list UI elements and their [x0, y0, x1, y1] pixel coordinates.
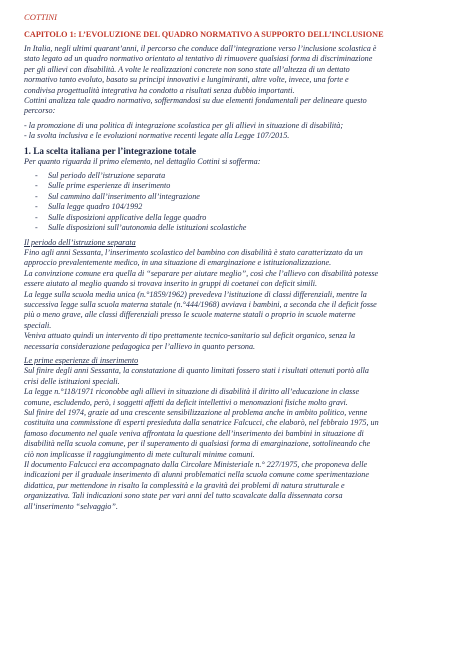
- intro-line: stato legato ad un quadro normativo orientato al tentativo di rimuovere qualsiasi forma di discriminazione: [24, 54, 373, 64]
- intro-line: per gli allievi con disabilità. A volte le realizzazioni concrete non sono state all’altezza di un dettato: [24, 64, 350, 74]
- section-lead: Per quanto riguarda il primo elemento, nel dettaglio Cottini si sofferma:: [24, 156, 261, 166]
- body-line: famoso documento nel quale veniva affrontata la questione dell’inserimento dei bambini in situazione di: [24, 428, 364, 438]
- list-item: - Sulla legge quadro 104/1992: [24, 202, 452, 212]
- intro-line: Cottini analizza tale quadro normativo, soffermandosi su due elementi fondamentali per delineare questo: [24, 96, 367, 106]
- document-page: [24, 12, 452, 512]
- list-item: - Sulle prime esperienze di inserimento: [24, 181, 452, 191]
- body-line: approccio prevalentemente medico, in una situazione di emarginazione e istituzionalizzazione.: [24, 258, 332, 268]
- intro-line: In Italia, negli ultimi quarant’anni, il percorso che conduce dall’integrazione verso l’inclusione scolastica è: [24, 44, 377, 53]
- body-line: comune, escludendo, però, i soggetti affetti da deficit intellettivi o menomazioni fisiche molto gravi.: [24, 397, 348, 407]
- body-line: didattica, pur mettendone in risalto la complessità e la gravità dei problemi di natura strutturale e: [24, 480, 345, 490]
- subsection-title: Il periodo dell’istruzione separata: [24, 237, 136, 247]
- body-line: Sul finire degli anni Sessanta, la constatazione di quanto limitati fossero stati i risultati ottenuti portò alla: [24, 366, 369, 376]
- body-line: indicazioni per il graduale inserimento di alunni problematici nella scuola comune come sperimentazione: [24, 470, 369, 480]
- body-line: essere aiutato al meglio quando si trovava inserito in gruppi di coetanei con deficit simili.: [24, 279, 317, 289]
- intro-line: normativo tanto evoluto, basato su principi innovativi e lungimiranti, altre volte, invece, una forte e: [24, 75, 349, 85]
- author-label: COTTINI: [24, 12, 57, 22]
- subsection-body: [24, 248, 452, 352]
- points-list: [24, 121, 452, 142]
- body-line: all’inserimento “selvaggio”.: [24, 501, 118, 511]
- body-line: Sul finire del 1974, grazie ad una crescente sensibilizzazione al problema anche in ambito politico, venne: [24, 408, 368, 417]
- list-item: - Sulle disposizioni applicative della legge quadro: [24, 213, 452, 223]
- list-item: - Sul cammino dall’inserimento all’integrazione: [24, 192, 452, 202]
- body-line: disabilità nella scuola comune, per il superamento di qualsiasi forma di emarginazione, sottolineando che: [24, 439, 371, 449]
- body-line: speciali.: [24, 320, 52, 330]
- section-heading: 1. La scelta italiana per l’integrazione totale: [24, 145, 197, 156]
- body-line: Il documento Falcucci era accompagnato dalla Circolare Ministeriale n.° 227/1975, che proponeva delle: [24, 460, 368, 470]
- subsection-body: [24, 366, 452, 512]
- body-line: Veniva attuato quindi un intervento di tipo prettamente tecnico-sanitario sul deficit organico, senza la: [24, 331, 356, 341]
- body-line: ciò non implicasse il raggiungimento di mete culturali minime comuni.: [24, 449, 255, 459]
- body-line: costituita una commissione di esperti presieduta dalla senatrice Falcucci, che elaborò, nel febbraio 1975, un: [24, 418, 379, 428]
- body-line: organizzativa. Tali indicazioni sono state per vari anni del tutto scavalcate dalla dissennata corsa: [24, 491, 343, 501]
- body-line: La convinzione comune era quella di “separare per aiutare meglio”, così che l’allievo con disabilità potesse: [24, 268, 379, 278]
- body-line: successiva legge sulla scuola materna statale (n.°444/1968) avviava i bambini, a seconda che il deficit fosse: [24, 299, 377, 309]
- body-line: La legge n.°118/1971 riconobbe agli allievi in situazione di disabilità il diritto all’educazione in classe: [24, 387, 360, 397]
- body-line: crisi delle istituzioni speciali.: [24, 376, 120, 386]
- list-item: - Sul periodo dell’istruzione separata: [24, 171, 452, 181]
- body-line: necessaria considerazione pedagogica per l’allievo in quanto persona.: [24, 341, 256, 351]
- body-line: La legge sulla scuola media unica (n.°1859/1962) prevedeva l’istituzione di classi differenziali, mentre la: [24, 289, 367, 299]
- topics-list: [24, 171, 452, 233]
- intro-line: percorso:: [24, 106, 56, 116]
- point-item: - la svolta inclusiva e le evoluzioni normative recenti legate alla Legge 107/2015.: [24, 131, 290, 141]
- body-line: più o meno grave, alle classi differenziali presso le scuole materne statali o proprio in scuole materne: [24, 310, 356, 320]
- intro-line: condivisa progettualità integrativa ha condotto a risultati senza dubbio importanti.: [24, 85, 295, 95]
- body-line: Fino agli anni Sessanta, l’inserimento scolastico del bambino con disabilità è stato caratterizzato da un: [24, 247, 363, 257]
- intro-paragraph: [24, 44, 452, 117]
- chapter-title: CAPITOLO 1: L’EVOLUZIONE DEL QUADRO NORMATIVO A SUPPORTO DELL’INCLUSIONE: [24, 30, 384, 39]
- list-item: - Sulle disposizioni sull’autonomia delle istituzioni scolastiche: [24, 223, 452, 233]
- subsection-title: Le prime esperienze di inserimento: [24, 355, 139, 365]
- point-item: - la promozione di una politica di integrazione scolastica per gli allievi in situazione di disabilità;: [24, 120, 344, 130]
